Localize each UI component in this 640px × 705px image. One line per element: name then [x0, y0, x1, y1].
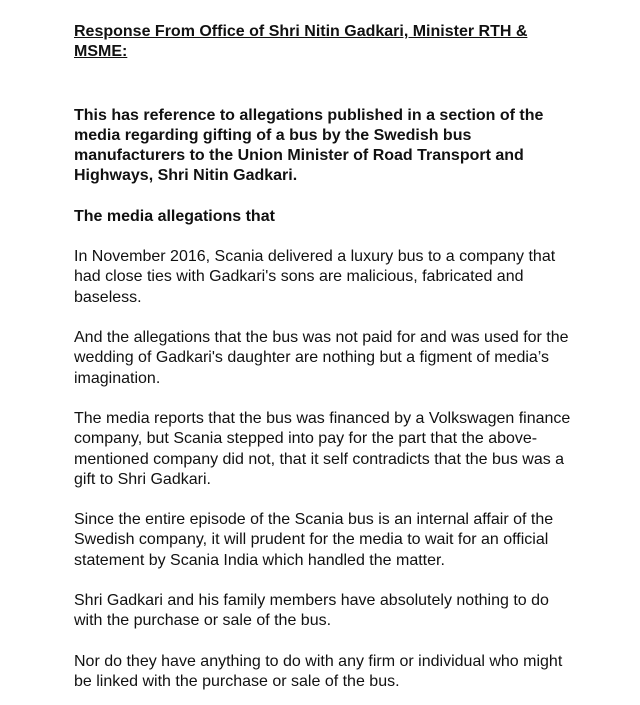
- body-paragraph: Nor do they have anything to do with any firm or individual who might be linked with the purchase or sale of the bus.: [74, 653, 563, 691]
- statement-lead-paragraph: This has reference to allegations published in a section of the media regarding gifting of a bus by the Swedish bus manufacturers to the Union Minister of Road Transport and Highways, Shri Nitin Gadkari.: [74, 107, 544, 184]
- body-paragraph: The media reports that the bus was financed by a Volkswagen finance company, but Scania stepped into pay for the part that the above-mentioned company did not, that it self contradicts that the bus was a gift to Shri Gadkari.: [74, 410, 571, 488]
- allegations-subheading: The media allegations that: [74, 208, 275, 225]
- body-paragraph: Since the entire episode of the Scania bus is an internal affair of the Swedish company, it will prudent for the media to wait for an official statement by Scania India which handled the matter.: [74, 511, 554, 569]
- body-paragraph: Shri Gadkari and his family members have absolutely nothing to do with the purchase or sale of the bus.: [74, 592, 549, 630]
- statement-heading: Response From Office of Shri Nitin Gadkari, Minister RTH & MSME:: [74, 23, 528, 60]
- body-paragraph: And the allegations that the bus was not paid for and was used for the wedding of Gadkari's daughter are nothing but a figment of media’s imagination.: [74, 329, 569, 387]
- body-paragraph: In November 2016, Scania delivered a luxury bus to a company that had close ties with Gadkari's sons are malicious, fabricated and baseless.: [74, 248, 556, 306]
- press-statement-document: [74, 22, 574, 691]
